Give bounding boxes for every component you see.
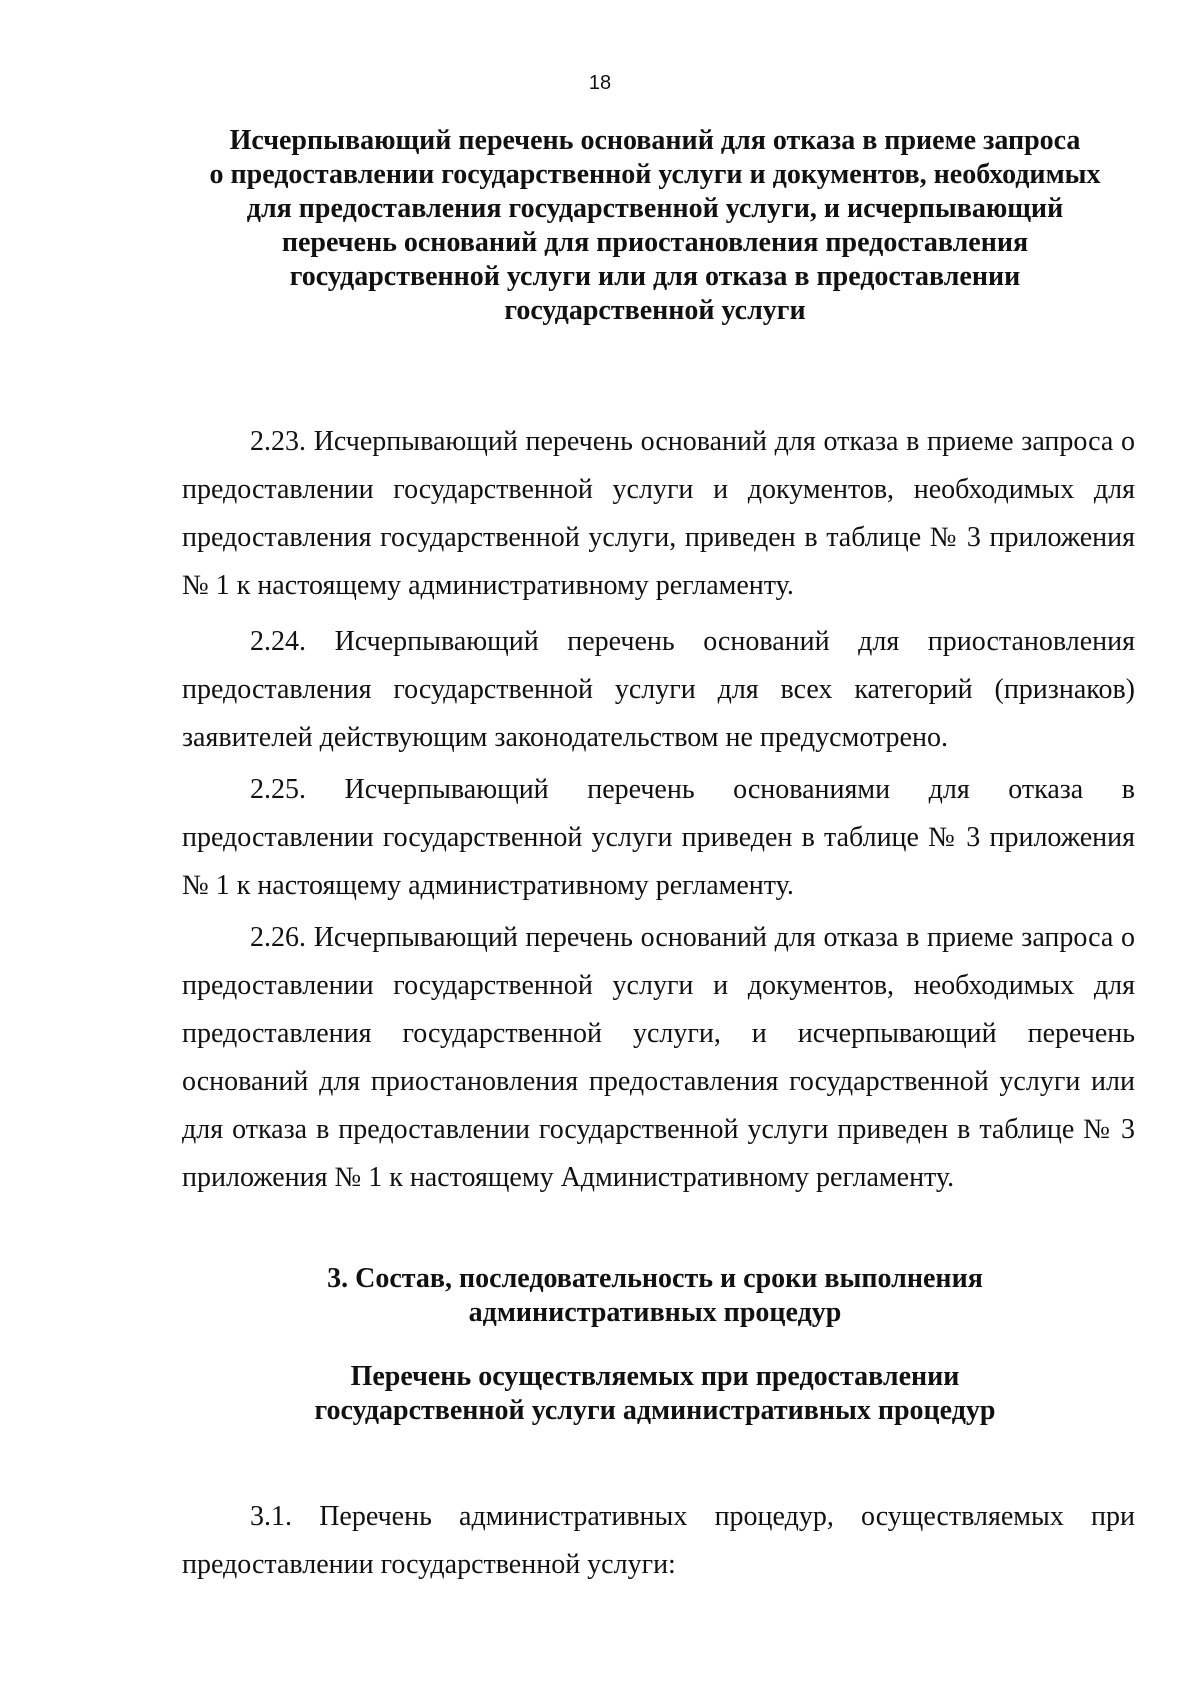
section-heading-refusal-grounds (175, 124, 1135, 328)
section-3-subheading (175, 1360, 1135, 1428)
paragraph-2-25: 2.25. Исчерпывающий перечень основаниями для отказа в предоставлении государственной услуги приведен в таблице № 3 приложения № 1 к настоящему административному регламенту. (182, 774, 1135, 901)
heading-line: государственной услуги административных процедур (314, 1395, 996, 1426)
paragraph-2-26: 2.26. Исчерпывающий перечень оснований для отказа в приеме запроса о предоставлении государственной услуги и документов, необходимых для предоставления государственной услуги, и исчерпывающий перечень оснований для приостановления предоставления государственной услуги или для отказа в предоставлении государственной услуги приведен в таблице № 3 приложения № 1 к настоящему Административному регламенту. (182, 922, 1135, 1193)
heading-line: для предоставления государственной услуги, и исчерпывающий (246, 193, 1064, 224)
section-3-heading (175, 1262, 1135, 1330)
paragraph-2-24: 2.24. Исчерпывающий перечень оснований для приостановления предоставления государственной услуги для всех категорий (признаков) заявителей действующим законодательством не предусмотрено. (182, 626, 1135, 753)
heading-line: 3. Состав, последовательность и сроки выполнения (327, 1263, 983, 1294)
heading-line: государственной услуги (504, 295, 806, 326)
paragraph-3-1: 3.1. Перечень административных процедур, осуществляемых при предоставлении государственной услуги: (182, 1501, 1135, 1580)
page-number: 18 (588, 72, 612, 94)
heading-line: о предоставлении государственной услуги и документов, необходимых (209, 159, 1101, 190)
paragraph-2-23: 2.23. Исчерпывающий перечень оснований для отказа в приеме запроса о предоставлении государственной услуги и документов, необходимых для предоставления государственной услуги, приведен в таблице № 3 приложения № 1 к настоящему административному регламенту. (182, 426, 1135, 601)
heading-line: Исчерпывающий перечень оснований для отказа в приеме запроса (229, 125, 1081, 156)
heading-line: административных процедур (468, 1297, 842, 1328)
heading-line: Перечень осуществляемых при предоставлении (350, 1361, 960, 1392)
heading-line: государственной услуги или для отказа в предоставлении (289, 261, 1021, 292)
heading-line: перечень оснований для приостановления предоставления (281, 227, 1029, 258)
